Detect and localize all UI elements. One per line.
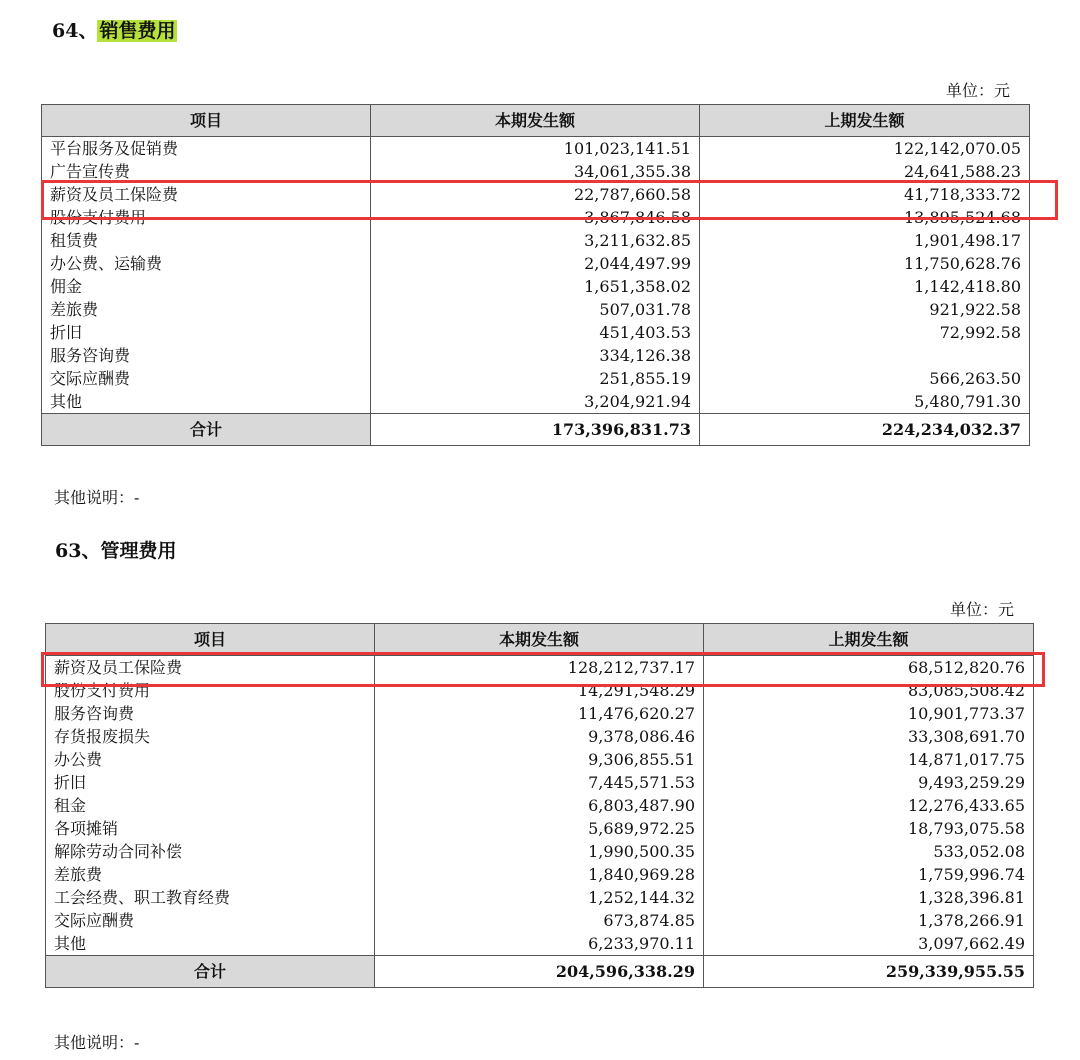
row-current-value: 1,252,144.32 (375, 886, 704, 909)
row-current-value: 1,840,969.28 (375, 863, 704, 886)
row-previous-value: 13,895,524.68 (700, 206, 1030, 229)
column-header-previous: 上期发生额 (704, 624, 1034, 656)
section-heading-admin (55, 538, 176, 564)
row-previous-value: 1,142,418.80 (700, 275, 1030, 298)
row-previous-value: 921,922.58 (700, 298, 1030, 321)
row-item-label: 薪资及员工保险费 (42, 183, 371, 206)
row-item-label: 平台服务及促销费 (42, 137, 371, 161)
table-row (42, 252, 1030, 275)
row-current-value: 1,990,500.35 (375, 840, 704, 863)
row-previous-value: 1,759,996.74 (704, 863, 1034, 886)
other-notes: 其他说明：- (54, 1033, 140, 1052)
row-previous-value: 122,142,070.05 (700, 137, 1030, 161)
row-item-label: 办公费、运输费 (42, 252, 371, 275)
table-row (46, 702, 1034, 725)
row-current-value: 101,023,141.51 (371, 137, 700, 161)
table-row (46, 932, 1034, 956)
row-previous-value: 33,308,691.70 (704, 725, 1034, 748)
row-previous-value: 5,480,791.30 (700, 390, 1030, 414)
row-item-label: 折旧 (42, 321, 371, 344)
table-body (42, 137, 1030, 446)
table-row (46, 794, 1034, 817)
table-row (42, 367, 1030, 390)
row-item-label: 交际应酬费 (42, 367, 371, 390)
row-current-value: 5,689,972.25 (375, 817, 704, 840)
row-item-label: 股份支付费用 (46, 679, 375, 702)
sales-expense-table (41, 104, 1030, 446)
row-current-value: 3,211,632.85 (371, 229, 700, 252)
row-item-label: 其他 (42, 390, 371, 414)
table-row (46, 817, 1034, 840)
row-previous-value: 1,328,396.81 (704, 886, 1034, 909)
row-item-label: 折旧 (46, 771, 375, 794)
row-current-value: 14,291,548.29 (375, 679, 704, 702)
table-row (46, 863, 1034, 886)
total-current-value: 204,596,338.29 (375, 956, 704, 988)
row-current-value: 2,044,497.99 (371, 252, 700, 275)
total-current-value: 173,396,831.73 (371, 414, 700, 446)
row-item-label: 薪资及员工保险费 (46, 656, 375, 680)
row-previous-value: 41,718,333.72 (700, 183, 1030, 206)
row-previous-value: 83,085,508.42 (704, 679, 1034, 702)
row-previous-value: 24,641,588.23 (700, 160, 1030, 183)
row-previous-value: 10,901,773.37 (704, 702, 1034, 725)
table-row (42, 275, 1030, 298)
section-number: 64、 (52, 20, 98, 42)
table-row (46, 909, 1034, 932)
section-title: 管理费用 (100, 540, 177, 562)
row-item-label: 租赁费 (42, 229, 371, 252)
row-item-label: 差旅费 (46, 863, 375, 886)
table-row (46, 771, 1034, 794)
row-item-label: 服务咨询费 (46, 702, 375, 725)
table-header-row (42, 105, 1030, 137)
column-header-previous: 上期发生额 (700, 105, 1030, 137)
row-current-value: 451,403.53 (371, 321, 700, 344)
row-previous-value: 12,276,433.65 (704, 794, 1034, 817)
table-row (46, 679, 1034, 702)
row-item-label: 解除劳动合同补偿 (46, 840, 375, 863)
table-row (46, 748, 1034, 771)
table-row (42, 390, 1030, 414)
row-item-label: 其他 (46, 932, 375, 956)
row-current-value: 11,476,620.27 (375, 702, 704, 725)
row-current-value: 22,787,660.58 (371, 183, 700, 206)
row-current-value: 7,445,571.53 (375, 771, 704, 794)
row-previous-value: 14,871,017.75 (704, 748, 1034, 771)
row-previous-value: 9,493,259.29 (704, 771, 1034, 794)
total-previous-value: 259,339,955.55 (704, 956, 1034, 988)
row-current-value: 507,031.78 (371, 298, 700, 321)
other-notes: 其他说明：- (54, 488, 140, 507)
row-current-value: 9,378,086.46 (375, 725, 704, 748)
row-current-value: 334,126.38 (371, 344, 700, 367)
column-header-item: 项目 (42, 105, 371, 137)
row-item-label: 服务咨询费 (42, 344, 371, 367)
row-item-label: 交际应酬费 (46, 909, 375, 932)
row-current-value: 34,061,355.38 (371, 160, 700, 183)
section-title-highlighted: 销售费用 (99, 20, 176, 42)
row-current-value: 128,212,737.17 (375, 656, 704, 680)
admin-expense-table (45, 623, 1034, 988)
row-previous-value: 533,052.08 (704, 840, 1034, 863)
row-item-label: 佣金 (42, 275, 371, 298)
row-item-label: 租金 (46, 794, 375, 817)
row-item-label: 差旅费 (42, 298, 371, 321)
table-row (46, 886, 1034, 909)
row-previous-value: 18,793,075.58 (704, 817, 1034, 840)
row-previous-value: 72,992.58 (700, 321, 1030, 344)
row-previous-value: 11,750,628.76 (700, 252, 1030, 275)
table-row (42, 183, 1030, 206)
row-current-value: 673,874.85 (375, 909, 704, 932)
row-previous-value: 1,901,498.17 (700, 229, 1030, 252)
row-previous-value: 68,512,820.76 (704, 656, 1034, 680)
row-item-label: 广告宣传费 (42, 160, 371, 183)
total-label: 合计 (46, 956, 375, 988)
unit-label: 单位：元 (946, 81, 1011, 100)
table-row (42, 298, 1030, 321)
row-item-label: 存货报废损失 (46, 725, 375, 748)
row-previous-value (700, 344, 1030, 367)
row-previous-value: 3,097,662.49 (704, 932, 1034, 956)
row-previous-value: 1,378,266.91 (704, 909, 1034, 932)
row-current-value: 6,803,487.90 (375, 794, 704, 817)
total-label: 合计 (42, 414, 371, 446)
table-row (46, 656, 1034, 680)
column-header-current: 本期发生额 (375, 624, 704, 656)
total-row (46, 956, 1034, 988)
row-current-value: 9,306,855.51 (375, 748, 704, 771)
table-header-row (46, 624, 1034, 656)
total-row (42, 414, 1030, 446)
table-row (42, 321, 1030, 344)
row-item-label: 工会经费、职工教育经费 (46, 886, 375, 909)
table-row (46, 840, 1034, 863)
table-row (42, 206, 1030, 229)
table-row (42, 160, 1030, 183)
row-current-value: 6,233,970.11 (375, 932, 704, 956)
row-current-value: 1,651,358.02 (371, 275, 700, 298)
table-row (42, 229, 1030, 252)
column-header-item: 项目 (46, 624, 375, 656)
column-header-current: 本期发生额 (371, 105, 700, 137)
table-row (42, 344, 1030, 367)
row-item-label: 股份支付费用 (42, 206, 371, 229)
row-item-label: 办公费 (46, 748, 375, 771)
row-current-value: 3,867,846.58 (371, 206, 700, 229)
section-number: 63、 (55, 540, 101, 562)
row-previous-value: 566,263.50 (700, 367, 1030, 390)
section-heading-sales (52, 18, 177, 44)
table-body (46, 656, 1034, 988)
table-row (46, 725, 1034, 748)
unit-label: 单位：元 (950, 600, 1015, 619)
total-previous-value: 224,234,032.37 (700, 414, 1030, 446)
row-item-label: 各项摊销 (46, 817, 375, 840)
row-current-value: 3,204,921.94 (371, 390, 700, 414)
row-current-value: 251,855.19 (371, 367, 700, 390)
table-row (42, 137, 1030, 161)
